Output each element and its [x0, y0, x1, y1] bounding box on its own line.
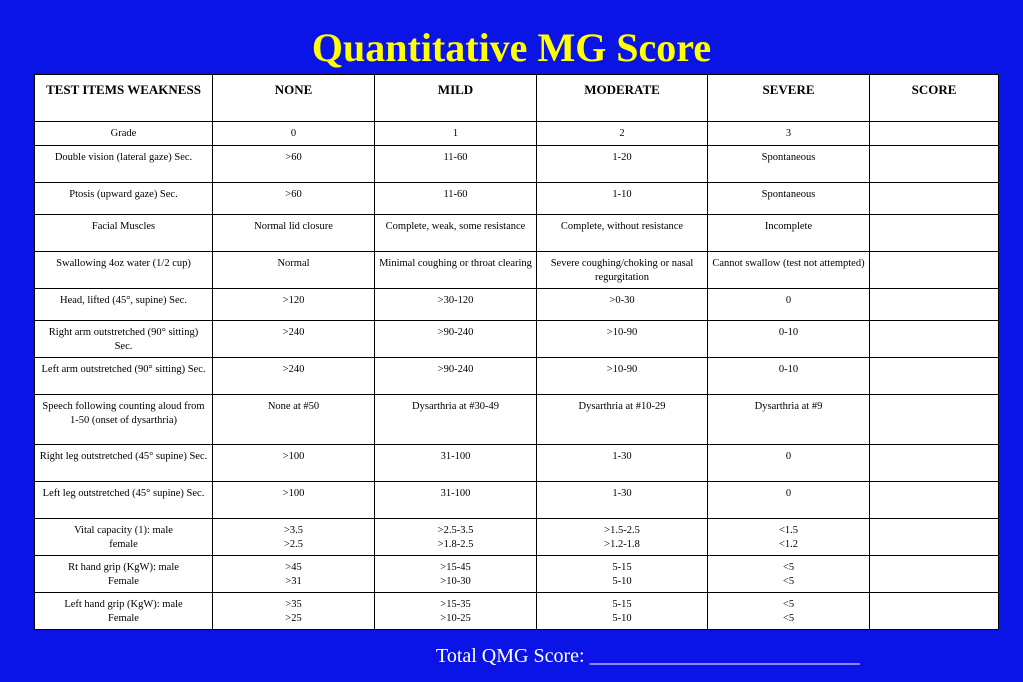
cell-line: Ptosis (upward gaze) Sec. [69, 189, 178, 200]
cell-mild [375, 445, 537, 482]
score-cell[interactable] [870, 593, 999, 630]
cell-none [213, 519, 375, 556]
cell-line: >1.5-2.5 [604, 525, 640, 536]
cell-item [35, 395, 213, 445]
cell-line: >100 [282, 451, 305, 462]
cell-line: Swallowing 4oz water (1/2 cup) [56, 258, 191, 269]
cell-line: 1-20 [612, 152, 632, 163]
cell-item [35, 556, 213, 593]
table-row [35, 215, 999, 252]
cell-line: Complete, without resistance [560, 221, 684, 232]
cell-severe [708, 519, 870, 556]
cell-line: Female [108, 576, 139, 587]
cell-none [213, 593, 375, 630]
cell-none [213, 395, 375, 445]
score-cell[interactable] [870, 215, 999, 252]
cell-line: <5 [782, 613, 795, 624]
cell-line: >2.5 [283, 539, 304, 550]
cell-line: <1.5 [778, 525, 799, 536]
cell-none [213, 321, 375, 358]
cell-none [213, 445, 375, 482]
cell-line: >10-25 [440, 613, 471, 624]
cell-line: 3 [785, 128, 792, 139]
header-score: SCORE [870, 75, 999, 122]
table-row [35, 252, 999, 289]
cell-moderate [537, 519, 708, 556]
cell-line: Speech following counting aloud from 1-50 (onset of dysarthria) [42, 401, 205, 426]
header-none: NONE [213, 75, 375, 122]
header-row [35, 75, 999, 122]
cell-item [35, 289, 213, 321]
cell-item [35, 593, 213, 630]
cell-item [35, 358, 213, 395]
cell-severe [708, 482, 870, 519]
table-row [35, 482, 999, 519]
cell-line: >60 [285, 152, 302, 163]
cell-none [213, 289, 375, 321]
cell-item [35, 215, 213, 252]
cell-none [213, 358, 375, 395]
cell-mild [375, 289, 537, 321]
cell-line: >100 [282, 488, 305, 499]
table-row [35, 445, 999, 482]
cell-none [213, 482, 375, 519]
cell-line: >25 [285, 613, 302, 624]
score-cell[interactable] [870, 445, 999, 482]
cell-line: Rt hand grip (KgW): male [68, 562, 179, 573]
cell-moderate [537, 482, 708, 519]
cell-none [213, 556, 375, 593]
cell-line: >10-30 [440, 576, 471, 587]
cell-line: Spontaneous [761, 152, 816, 163]
cell-line: >2.5-3.5 [437, 525, 474, 536]
table-row [35, 593, 999, 630]
cell-item [35, 122, 213, 146]
cell-line: 0-10 [778, 364, 799, 375]
cell-line: <5 [782, 599, 795, 610]
cell-line: Facial Muscles [91, 221, 156, 232]
cell-line: 0 [785, 295, 792, 306]
cell-line: Normal lid closure [254, 221, 333, 232]
cell-line: female [109, 539, 138, 550]
cell-line: Normal [277, 258, 310, 269]
cell-line: None at #50 [267, 401, 320, 412]
cell-severe [708, 321, 870, 358]
header-severe: SEVERE [708, 75, 870, 122]
cell-item [35, 482, 213, 519]
cell-mild [375, 519, 537, 556]
cell-mild [375, 358, 537, 395]
cell-line: >1.2-1.8 [604, 539, 640, 550]
cell-line: Left arm outstretched (90° sitting) Sec. [41, 364, 206, 375]
cell-line: Spontaneous [761, 189, 816, 200]
cell-line: 0 [785, 451, 792, 462]
score-cell[interactable] [870, 321, 999, 358]
cell-line: Head, lifted (45°, supine) Sec. [60, 295, 187, 306]
cell-severe [708, 215, 870, 252]
score-cell[interactable] [870, 183, 999, 215]
cell-moderate [537, 358, 708, 395]
cell-line: 11-60 [443, 152, 468, 163]
cell-item [35, 445, 213, 482]
cell-line: Double vision (lateral gaze) Sec. [54, 152, 193, 163]
cell-mild [375, 556, 537, 593]
cell-line: 5-10 [612, 613, 632, 624]
cell-line: >0-30 [609, 295, 635, 306]
cell-line: 2 [619, 128, 625, 139]
cell-line: 0 [785, 488, 792, 499]
cell-line: 1-10 [612, 189, 632, 200]
cell-none [213, 252, 375, 289]
cell-line: 0-10 [778, 327, 799, 338]
cell-line: Right leg outstretched (45° supine) Sec. [39, 451, 208, 462]
table-row [35, 183, 999, 215]
cell-line: >90-240 [437, 327, 474, 338]
table-row [35, 321, 999, 358]
cell-line: Right arm outstretched (90° sitting) Sec. [48, 327, 199, 352]
cell-severe [708, 395, 870, 445]
cell-mild [375, 122, 537, 146]
cell-line: >10-90 [606, 327, 638, 338]
cell-none [213, 215, 375, 252]
cell-line: <1.2 [778, 539, 799, 550]
cell-moderate [537, 252, 708, 289]
cell-line: Minimal coughing or throat clearing [379, 258, 532, 269]
cell-mild [375, 395, 537, 445]
cell-severe [708, 556, 870, 593]
cell-severe [708, 146, 870, 183]
cell-none [213, 183, 375, 215]
table-row [35, 556, 999, 593]
cell-line: Vital capacity (1): male [74, 525, 173, 536]
cell-mild [375, 321, 537, 358]
cell-item [35, 252, 213, 289]
cell-severe [708, 289, 870, 321]
cell-line: >31 [285, 576, 302, 587]
cell-line: <5 [782, 576, 795, 587]
table-row [35, 519, 999, 556]
cell-line: >15-35 [440, 599, 471, 610]
cell-moderate [537, 445, 708, 482]
cell-line: Left leg outstretched (45° supine) Sec. [42, 488, 205, 499]
cell-line: 11-60 [443, 189, 468, 200]
cell-mild [375, 482, 537, 519]
cell-line: >1.8-2.5 [437, 539, 474, 550]
cell-line: Incomplete [764, 221, 813, 232]
page-title: Quantitative MG Score [311, 25, 712, 70]
cell-mild [375, 215, 537, 252]
cell-item [35, 519, 213, 556]
cell-mild [375, 146, 537, 183]
score-cell[interactable] [870, 519, 999, 556]
cell-severe [708, 183, 870, 215]
table-row [35, 289, 999, 321]
cell-line: >30-120 [437, 295, 474, 306]
cell-severe [708, 445, 870, 482]
header-test-items: TEST ITEMS WEAKNESS [35, 75, 213, 122]
cell-severe [708, 252, 870, 289]
cell-moderate [537, 183, 708, 215]
cell-moderate [537, 215, 708, 252]
cell-severe [708, 358, 870, 395]
table-row [35, 358, 999, 395]
cell-line: 1-30 [612, 488, 632, 499]
cell-line: >15-45 [440, 562, 471, 573]
cell-moderate [537, 593, 708, 630]
score-cell[interactable] [870, 146, 999, 183]
table-row [35, 395, 999, 445]
total-qmg-score: Total QMG Score: ___________________________ [436, 645, 860, 667]
cell-line: >60 [285, 189, 302, 200]
score-cell[interactable] [870, 556, 999, 593]
cell-line: 5-15 [612, 599, 632, 610]
cell-line: >90-240 [437, 364, 474, 375]
cell-line: Severe coughing/choking or nasal regurgitation [550, 258, 694, 283]
cell-line: 31-100 [440, 488, 471, 499]
score-cell[interactable] [870, 482, 999, 519]
cell-line: Complete, weak, some resistance [385, 221, 526, 232]
cell-line: >240 [282, 364, 305, 375]
cell-item [35, 183, 213, 215]
cell-line: >240 [282, 327, 305, 338]
cell-line: Dysarthria at #9 [754, 401, 823, 412]
header-moderate: MODERATE [537, 75, 708, 122]
table-row [35, 146, 999, 183]
cell-severe [708, 122, 870, 146]
cell-line: 5-15 [612, 562, 632, 573]
cell-moderate [537, 122, 708, 146]
score-cell[interactable] [870, 122, 999, 146]
cell-none [213, 146, 375, 183]
cell-moderate [537, 321, 708, 358]
score-cell[interactable] [870, 358, 999, 395]
cell-line: >35 [285, 599, 302, 610]
cell-line: 0 [290, 128, 297, 139]
cell-item [35, 146, 213, 183]
cell-line: <5 [782, 562, 795, 573]
table-row [35, 122, 999, 146]
cell-none [213, 122, 375, 146]
score-cell[interactable] [870, 395, 999, 445]
qmg-table [34, 74, 999, 630]
cell-line: 1 [452, 128, 459, 139]
cell-mild [375, 252, 537, 289]
cell-line: Dysarthria at #10-29 [578, 401, 666, 412]
cell-line: Cannot swallow (test not attempted) [712, 258, 865, 269]
cell-moderate [537, 556, 708, 593]
cell-severe [708, 593, 870, 630]
header-mild: MILD [375, 75, 537, 122]
cell-line: Left hand grip (KgW): male [64, 599, 183, 610]
cell-moderate [537, 289, 708, 321]
cell-line: 1-30 [612, 451, 632, 462]
cell-moderate [537, 146, 708, 183]
score-cell[interactable] [870, 289, 999, 321]
cell-line: Grade [110, 128, 137, 139]
cell-line: >10-90 [606, 364, 638, 375]
cell-line: >45 [285, 562, 302, 573]
cell-line: Dysarthria at #30-49 [412, 401, 499, 412]
cell-line: >120 [282, 295, 305, 306]
cell-item [35, 321, 213, 358]
cell-moderate [537, 395, 708, 445]
score-cell[interactable] [870, 252, 999, 289]
cell-mild [375, 593, 537, 630]
cell-line: >3.5 [283, 525, 304, 536]
cell-line: 31-100 [440, 451, 471, 462]
cell-line: 5-10 [612, 576, 632, 587]
cell-mild [375, 183, 537, 215]
cell-line: Female [108, 613, 139, 624]
